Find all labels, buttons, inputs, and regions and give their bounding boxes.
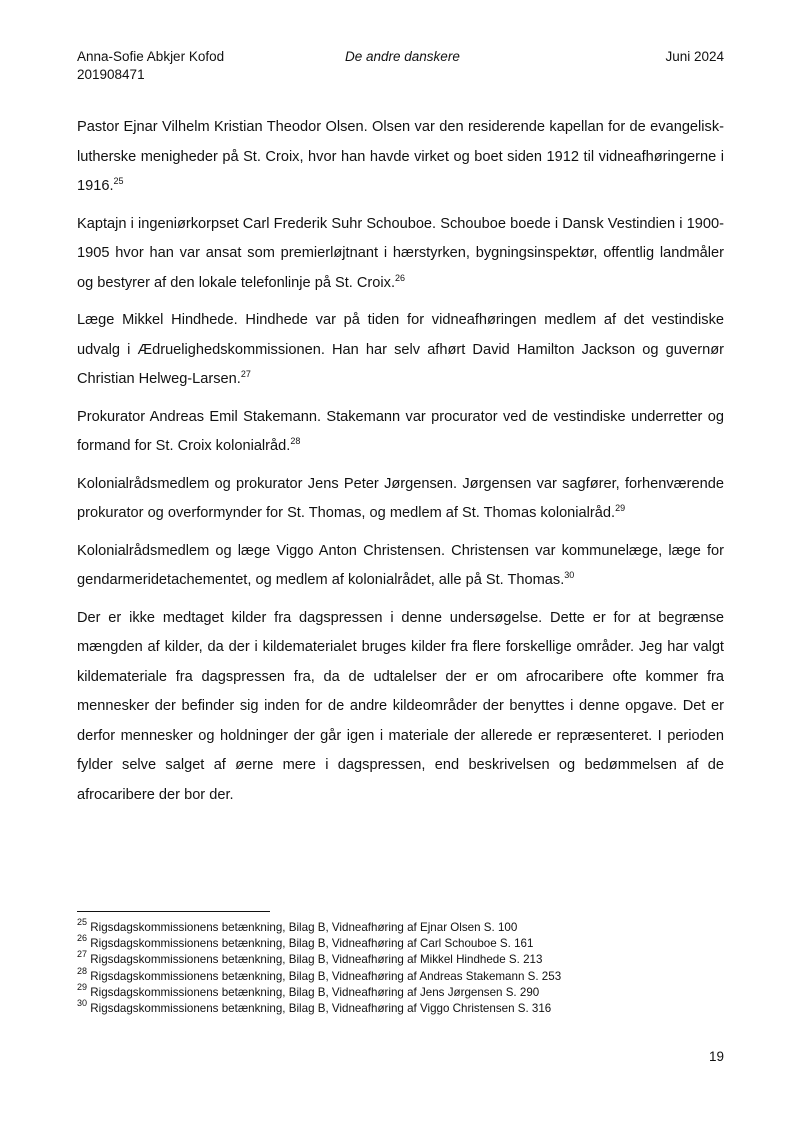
footnote: $^{25}$ Rigsdagskommissionens betænkning, Bilag B, Vidneafhøring af Ejnar Olsen S. 100 (77, 917, 518, 934)
header-student-id: 201908471 (77, 67, 145, 82)
footnote-ref: 25 (113, 176, 124, 186)
body-text (77, 113, 724, 818)
paragraph: Prokurator Andreas Emil Stakemann. Stakemann var procurator ved de vestindiske underretter og formand for St. Croix kolonialråd.$^{28}$ (77, 408, 724, 454)
footnote-separator (77, 911, 270, 912)
paragraph: Kaptajn i ingeniørkorpset Carl Frederik Suhr Schouboe. Schouboe boede i Dansk Vestindien i 1900-1905 hvor han var ansat som premierløjtnant i hærstyrken, bygningsinspektør, offentlig landmåler og bestyrer af den lokale telefonlinje på St. Croix.$^{26}$ (77, 215, 724, 291)
paragraph: Læge Mikkel Hindhede. Hindhede var på tiden for vidneafhøringen medlem af det vestindiske udvalg i Ædruelighedskommissionen. Han har selv afhørt David Hamilton Jackson og guvernør Christian Helweg-Larsen.$^{27}$ (77, 312, 724, 387)
page-number: 19 (708, 1049, 724, 1064)
paragraph: Der er ikke medtaget kilder fra dagspressen i denne undersøgelse. Dette er for at begrænse mængden af kilder, da der i kildematerialet bruges kilder fra flere forskellige områder. Jeg har valgt kildemateriale fra dagspressen fra, da de udtalelser der er om afrocaribere ofte kommer fra mennesker der befinder sig inden for de andre kildeområder der benyttes i denne opgave. Det er derfor mennesker og holdninger der går igen i materiale der allerede er repræsenteret. I perioden fylder selve salget af øerne mere i dagspressen, end beskrivelsen og bedømmelsen af de afrocaribere der bor der. (77, 609, 724, 803)
footnote: $^{30}$ Rigsdagskommissionens betænkning, Bilag B, Vidneafhøring af Viggo Christensen S. 316 (77, 998, 552, 1016)
footnote-ref: 27 (240, 369, 251, 379)
footnote-ref: 26 (395, 272, 406, 283)
footnote: $^{29}$ Rigsdagskommissionens betænkning, Bilag B, Vidneafhøring af Jens Jørgensen S. 290 (77, 981, 540, 999)
paragraph: Kolonialrådsmedlem og prokurator Jens Peter Jørgensen. Jørgensen var sagfører, forhenværende prokurator og overformynder for St. Thomas, og medlem af St. Thomas kolonialråd.$^{29}$ (77, 475, 724, 521)
footnote: $^{27}$ Rigsdagskommissionens betænkning, Bilag B, Vidneafhøring af Mikkel Hindhede S. 213 (77, 949, 543, 967)
header-date: Juni 2024 (665, 49, 724, 64)
header-author: Anna-Sofie Abkjer Kofod (77, 49, 225, 64)
footnotes (77, 917, 724, 1017)
header-author-block (77, 48, 224, 84)
paragraph: Kolonialrådsmedlem og læge Viggo Anton Christensen. Christensen var kommunelæge, læge for gendarmeridetachementet, og medlem af kolonialrådet, alle på St. Thomas.$^{30}$ (77, 542, 724, 588)
footnote-ref: 29 (615, 503, 626, 513)
footnote: $^{28}$ Rigsdagskommissionens betænkning, Bilag B, Vidneafhøring af Andreas Stakemann S. 253 (77, 965, 562, 983)
paragraph: Pastor Ejnar Vilhelm Kristian Theodor Olsen. Olsen var den residerende kapellan for de evangelisk-lutherske menigheder på St. Croix, hvor han havde virket og boet siden 1912 til vidneafhøringerne i 1916.25 (77, 119, 724, 194)
header-title: De andre danskere (345, 49, 460, 64)
page-header (77, 48, 724, 88)
footnote-ref: 30 (564, 570, 575, 580)
footnote: $^{26}$ Rigsdagskommissionens betænkning, Bilag B, Vidneafhøring af Carl Schouboe S. 161 (77, 933, 534, 951)
footnote-ref: 28 (290, 436, 301, 446)
